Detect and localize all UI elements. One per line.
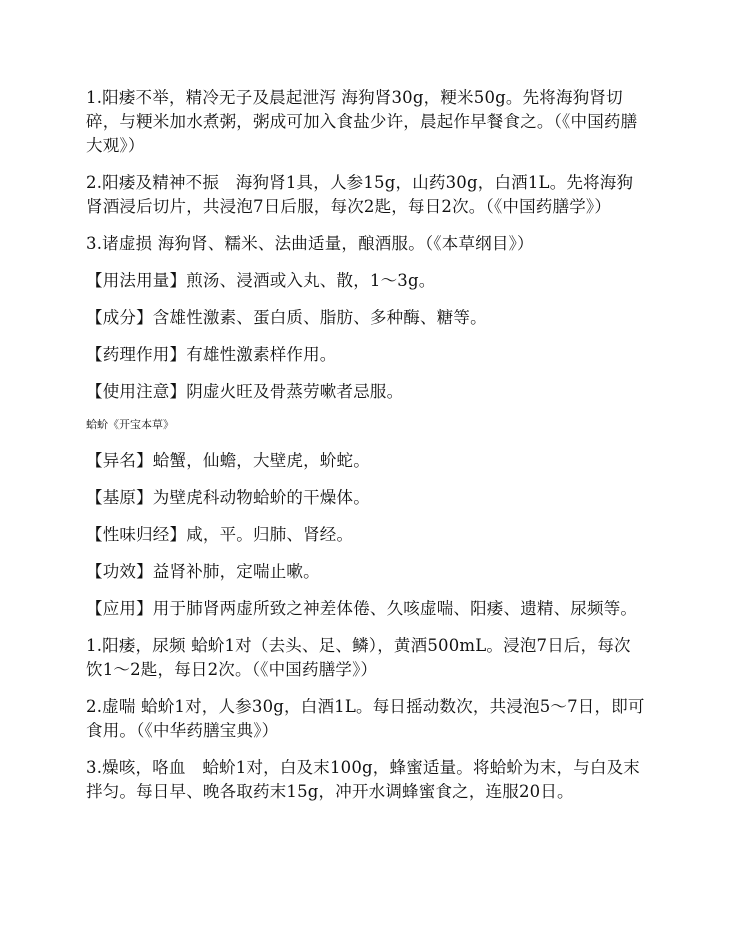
gecko-recipe-2: 2.虚喘 蛤蚧1对，人参30g，白酒1L。每日摇动数次，共浸泡5～7日，即可食用。（《中华药膳宝典》）: [86, 697, 645, 740]
application: 【应用】用于肺肾两虚所致之神差体倦、久咳虚喘、阳痿、遗精、尿频等。: [86, 599, 638, 618]
alias: 【异名】蛤蟹，仙蟾，大壁虎，蚧蛇。: [86, 451, 370, 470]
composition: 【成分】含雄性激素、蛋白质、脂肪、多种酶、糖等。: [86, 308, 487, 327]
gecko-recipe-1: 1.阳痿，尿频 蛤蚧1对（去头、足、鳞），黄酒500mL。浸泡7日后，每次饮1～2匙，每日2次。（《中国药膳学》）: [86, 636, 631, 679]
pharmacology: 【药理作用】有雄性激素样作用。: [86, 345, 337, 364]
precautions: 【使用注意】阴虚火旺及骨蒸劳嗽者忌服。: [86, 382, 404, 401]
recipe-paragraph-3: 3.诸虚损 海狗肾、糯米、法曲适量，酿酒服。（《本草纲目》）: [86, 234, 534, 253]
gecko-recipe-3: 3.燥咳，咯血 蛤蚧1对，白及末100g，蜂蜜适量。将蛤蚧为末，与白及末拌匀。每日早、晚各取药末15g，冲开水调蜂蜜食之，连服20日。: [86, 758, 640, 801]
origin: 【基原】为壁虎科动物蛤蚧的干燥体。: [86, 488, 370, 507]
document-page: [86, 86, 646, 817]
section-heading: 蛤蚧《开宝本草》: [86, 418, 174, 431]
usage-dosage: 【用法用量】煎汤、浸酒或入丸、散，1～3g。: [86, 271, 436, 290]
efficacy: 【功效】益肾补肺，定喘止嗽。: [86, 562, 320, 581]
nature-meridian: 【性味归经】咸，平。归肺、肾经。: [86, 525, 354, 544]
recipe-paragraph-2: 2.阳痿及精神不振 海狗肾1具，人参15g，山药30g，白酒1L。先将海狗肾酒浸后切片，共浸泡7日后服，每次2匙，每日2次。（《中国药膳学》）: [86, 173, 634, 216]
recipe-paragraph-1: 1.阳痿不举，精冷无子及晨起泄泻 海狗肾30g，粳米50g。先将海狗肾切碎，与粳米加水煮粥，粥成可加入食盐少许，晨起作早餐食之。（《中国药膳大观》）: [86, 88, 638, 155]
